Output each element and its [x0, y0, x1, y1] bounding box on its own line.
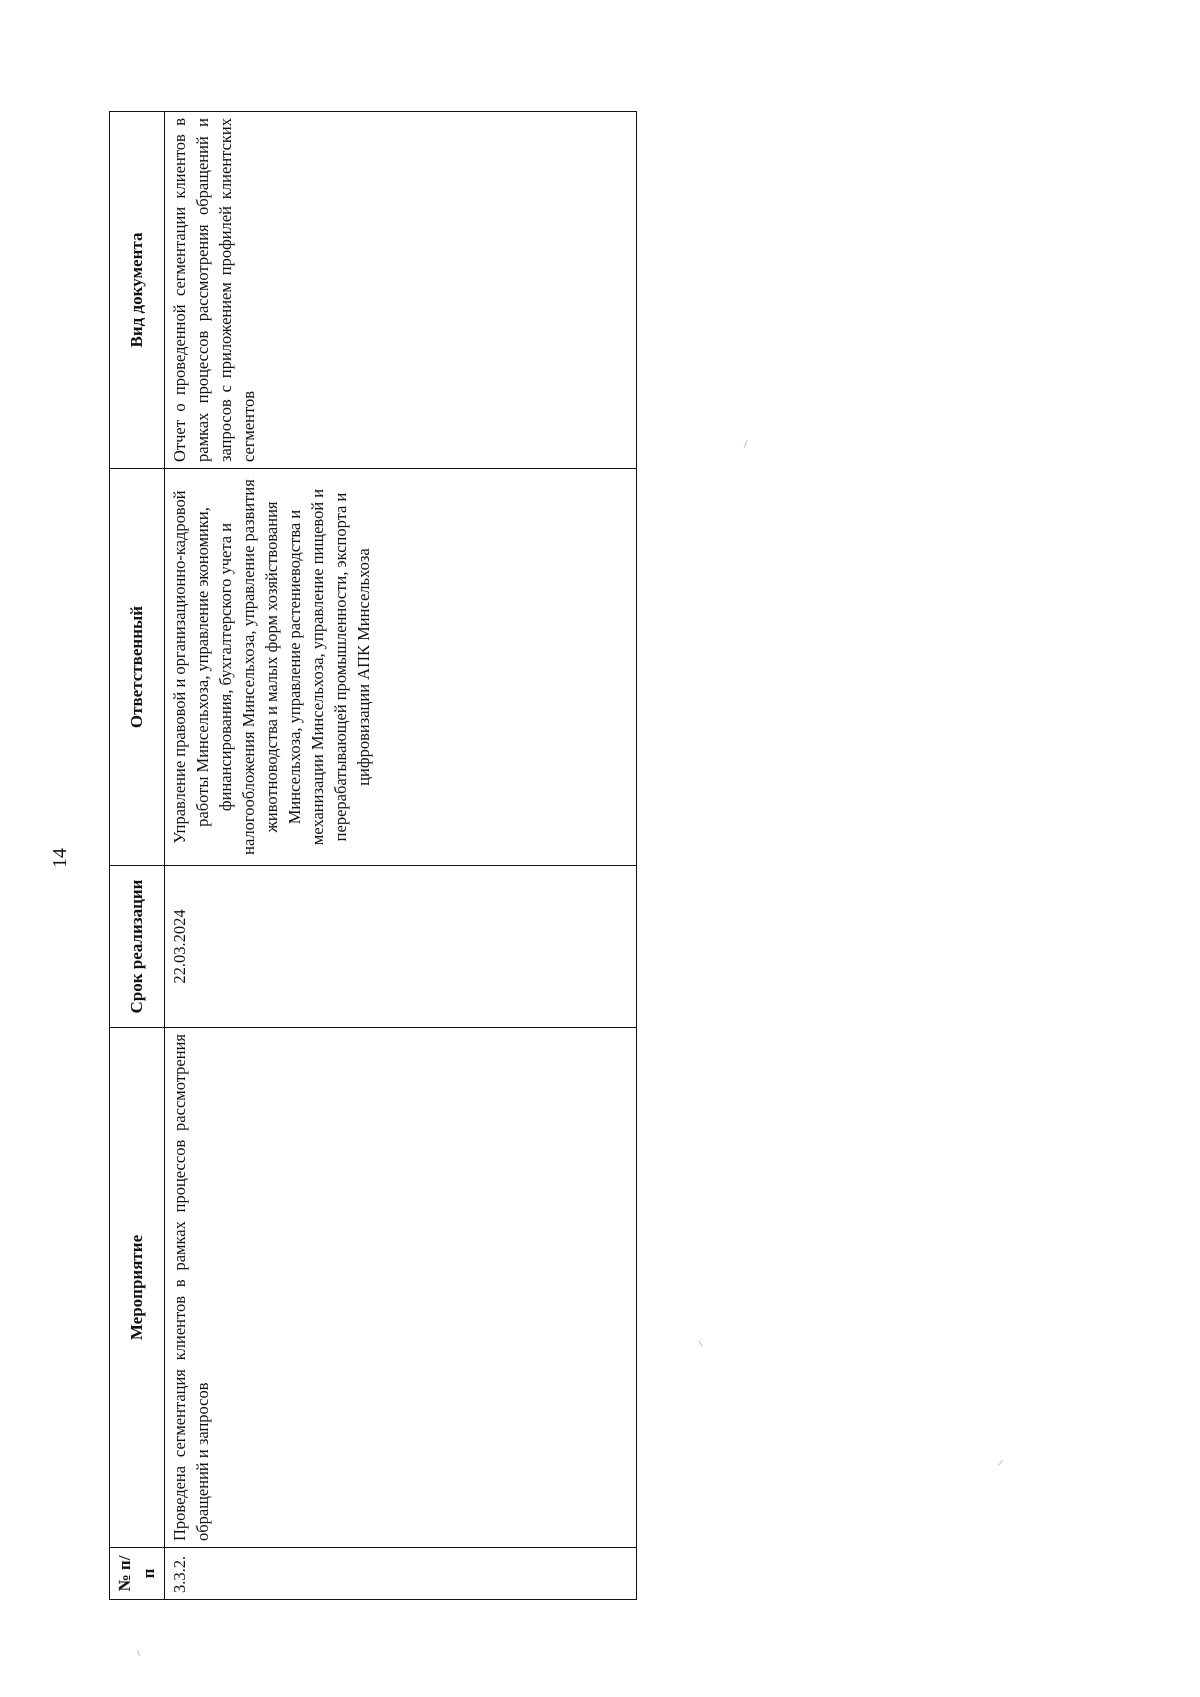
cell-number: 3.3.2. — [164, 1548, 636, 1600]
table-header-row — [110, 112, 165, 1600]
cell-term: 22.03.2024 — [164, 866, 636, 1028]
table-row — [164, 112, 636, 1600]
scan-mark — [744, 440, 748, 448]
header-document: Вид документа — [110, 112, 165, 469]
header-responsible: Ответственный — [110, 469, 165, 866]
page-number: 14 — [49, 848, 71, 868]
header-event: Мероприятие — [110, 1028, 165, 1548]
header-term: Срок реализации — [110, 866, 165, 1028]
scan-mark — [698, 1340, 702, 1347]
cell-document: Отчет о проведенной сегментации клиентов в рамках процессов рассмотрения обращений и запросов с приложением профилей клиентских сегментов — [164, 112, 636, 469]
measures-table — [109, 111, 637, 1600]
scan-mark — [137, 1650, 140, 1656]
cell-responsible: Управление правовой и организационно-кадровой работы Минсельхоза, управление экономики, финансирования, бухгалтерского учета и налогообложения Минсельхоза, управление развития животноводства и малых форм хозяйствования Минсельхоза, управление растениеводства и механизации Минсельхоза, управление пищевой и перерабатывающей промышленности, экспорта и цифровизации АПК Минсельхоза — [164, 469, 636, 866]
cell-event: Проведена сегментация клиентов в рамках процессов рассмотрения обращений и запросов — [164, 1028, 636, 1548]
header-number: № п/п — [110, 1548, 165, 1600]
scan-mark — [998, 1460, 1003, 1465]
rotated-table-container — [109, 112, 637, 1600]
